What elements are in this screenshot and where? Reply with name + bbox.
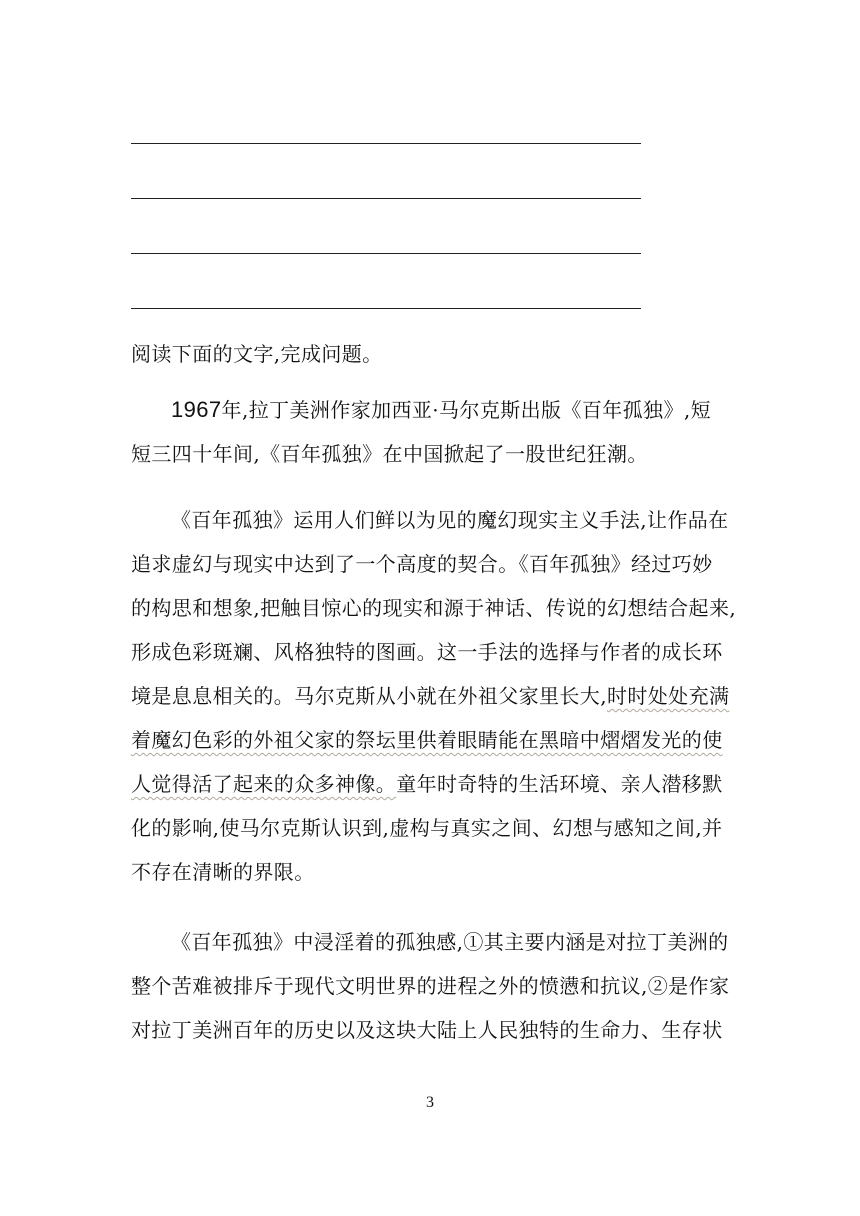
paragraph-3 [131, 920, 731, 1052]
paragraph-2-line-9: 不存在清晰的界限。 [131, 860, 315, 884]
paragraph-2-line-7 [131, 762, 731, 806]
paragraph-1-line-1 [131, 388, 731, 432]
reading-instruction: 阅读下面的文字,完成问题。 [131, 342, 383, 366]
page-number: 3 [426, 1094, 434, 1111]
underlined-sentence-part-1: 时时处处充满 [606, 684, 730, 708]
paragraph-2-line-2: 追求虚幻与现实中达到了一个高度的契合。《百年孤独》经过巧妙 [131, 552, 713, 576]
paragraph-3-line-3: 对拉丁美洲百年的历史以及这块大陆上人民独特的生命力、生存状 [131, 1018, 723, 1042]
paragraph-1 [131, 388, 731, 476]
underlined-sentence-part-3: 人觉得活了起来的众多神像。 [131, 772, 397, 796]
paragraph-3-line-1: 《百年孤独》中浸淫着的孤独感,①其主要内涵是对拉丁美洲的 [171, 930, 729, 954]
paragraph-2-line-5 [131, 674, 731, 718]
year-number: 1967 [171, 397, 222, 422]
paragraph-2-line-1: 《百年孤独》运用人们鲜以为见的魔幻现实主义手法,让作品在 [171, 508, 729, 532]
answer-line-1 [131, 143, 641, 144]
answer-line-4 [131, 308, 641, 309]
paragraph-2-line-7-text: 童年时奇特的生活环境、亲人潜移默 [396, 772, 723, 796]
paragraph-2-line-6 [131, 718, 731, 762]
paragraph-2-line-5-text: 境是息息相关的。马尔克斯从小就在外祖父家里长大, [131, 684, 607, 708]
paragraph-2-line-8: 化的影响,使马尔克斯认识到,虚构与真实之间、幻想与感知之间,并 [131, 816, 723, 840]
underlined-sentence-part-2: 着魔幻色彩的外祖父家的祭坛里供着眼睛能在黑暗中熠熠发光的使 [131, 728, 723, 752]
paragraph-2 [131, 498, 737, 894]
paragraph-1-line-1-text: 年,拉丁美洲作家加西亚·马尔克斯出版《百年孤独》,短 [221, 398, 712, 422]
paragraph-1-line-2: 短三四十年间,《百年孤独》在中国掀起了一股世纪狂潮。 [131, 442, 648, 466]
answer-line-2 [131, 198, 641, 199]
paragraph-2-line-4: 形成色彩斑斓、风格独特的图画。这一手法的选择与作者的成长环 [131, 640, 723, 664]
paragraph-2-line-3: 的构思和想象,把触目惊心的现实和源于神话、传说的幻想结合起来, [131, 596, 737, 620]
paragraph-3-line-2: 整个苦难被排斥于现代文明世界的进程之外的愤懑和抗议,②是作家 [131, 974, 730, 998]
answer-line-3 [131, 253, 641, 254]
